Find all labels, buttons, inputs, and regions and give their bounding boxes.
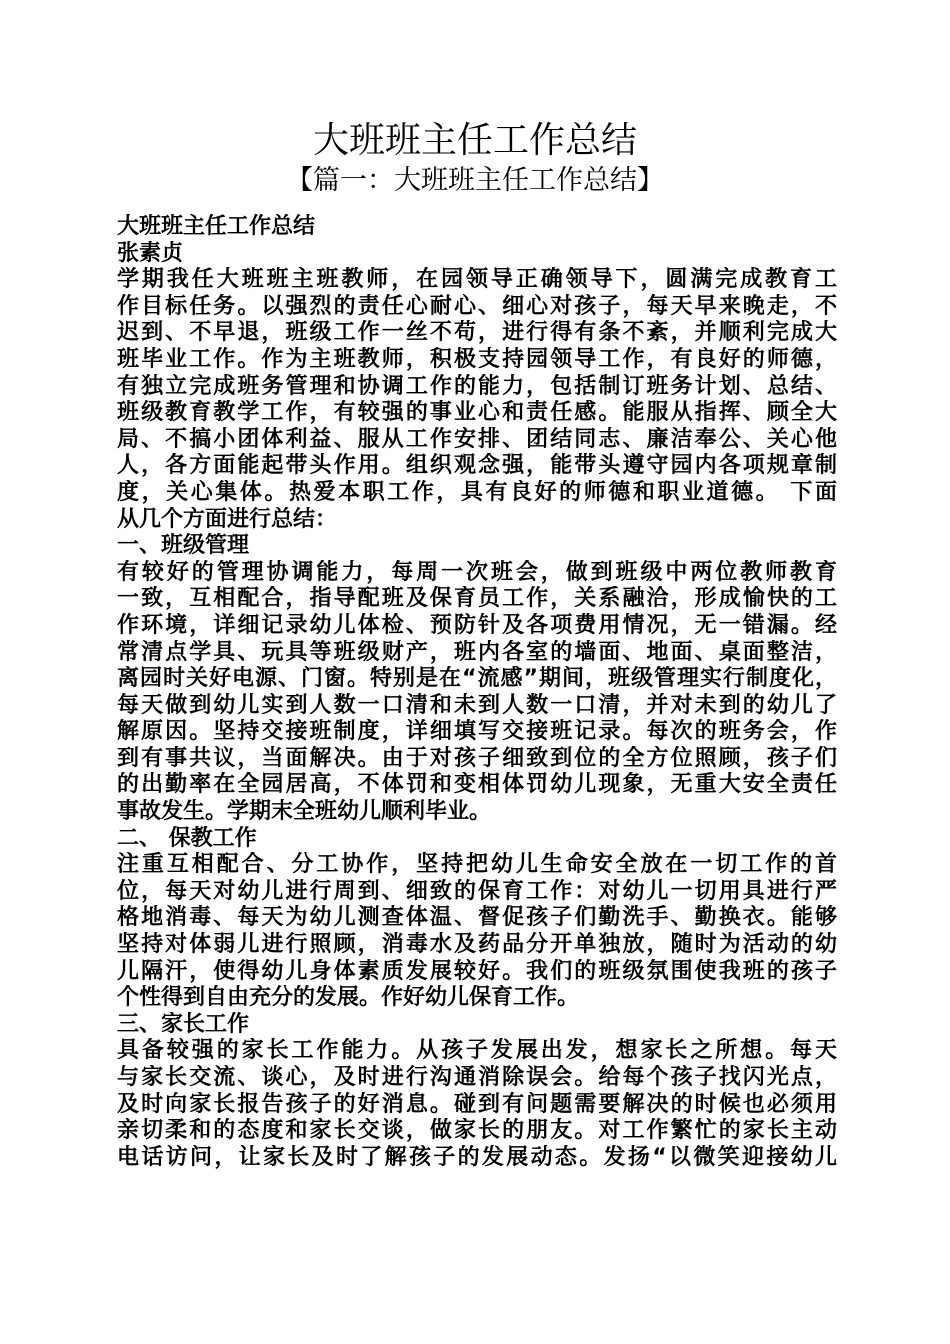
text-line: 二、 保教工作: [117, 825, 257, 851]
text-line: 作目标任务。以强烈的责任心耐心、细心对孩子，每天早来晚走，不: [117, 293, 837, 319]
title-block: [0, 118, 950, 198]
text-line: 及时向家长报告孩子的好消息。碰到有问题需要解决的时候也必须用: [117, 1091, 837, 1117]
text-line: 格地消毒、每天为幼儿测查体温、督促孩子们勤洗手、勤换衣。能够: [117, 905, 837, 931]
text-line: 注重互相配合、分工协作，坚持把幼儿生命安全放在一切工作的首: [117, 852, 837, 878]
text-line: 有较好的管理协调能力，每周一次班会，做到班级中两位教师教育: [117, 559, 837, 585]
text-line: 有独立完成班务管理和协调工作的能力，包括制订班务计划、总结、: [117, 373, 837, 399]
text-line: 与家长交流、谈心，及时进行沟通消除误会。给每个孩子找闪光点，: [117, 1065, 837, 1090]
text-line: 常清点学具、玩具等班级财产，班内各室的墙面、地面、桌面整洁，: [117, 639, 837, 665]
text-line: 个性得到自由充分的发展。作好幼儿保育工作。: [117, 985, 580, 1011]
text-line: 从几个方面进行总结：: [117, 506, 338, 532]
text-line: 解原因。坚持交接班制度，详细填写交接班记录。每次的班务会，作: [117, 719, 837, 745]
text-line: 人，各方面能起带头作用。组织观念强，能带头遵守园内各项规章制: [117, 453, 837, 479]
text-line: 作环境，详细记录幼儿体检、预防针及各项费用情况，无一错漏。经: [117, 612, 837, 638]
text-line: 的出勤率在全园居高，不体罚和变相体罚幼儿现象，无重大安全责任: [117, 772, 837, 798]
text-line: 三、家长工作: [117, 1011, 250, 1037]
text-line: 班级教育教学工作，有较强的事业心和责任感。能服从指挥、顾全大: [117, 400, 837, 426]
text-line: 事故发生。学期末全班幼儿顺利毕业。: [117, 799, 492, 825]
text-line: 局、不搞小团体利益、服从工作安排、团结同志、廉洁奉公、关心他: [117, 426, 837, 452]
text-line: 具备较强的家长工作能力。从孩子发展出发，想家长之所想。每天: [117, 1038, 837, 1064]
text-line: 儿隔汗，使得幼儿身体素质发展较好。我们的班级氛围使我班的孩子: [117, 958, 837, 984]
document-body: [117, 214, 837, 1171]
text-line: 每天做到幼儿实到人数一口清和未到人数一口清，并对未到的幼儿了: [117, 692, 837, 718]
text-line: 张素贞: [117, 240, 184, 266]
text-line: 位，每天对幼儿进行周到、细致的保育工作：对幼儿一切用具进行严: [117, 878, 837, 904]
text-line: 迟到、不早退，班级工作一丝不苟，进行得有条不紊，并顺利完成大: [117, 320, 837, 346]
document-title: 大班班主任工作总结: [312, 120, 637, 161]
text-line: 一、班级管理: [117, 533, 250, 559]
text-line: 坚持对体弱儿进行照顾，消毒水及药品分开单独放，随时为活动的幼: [117, 932, 837, 958]
document-subtitle: 【篇一：大班班主任工作总结】: [286, 165, 664, 196]
text-line: 班毕业工作。作为主班教师，积极支持园领导工作，有良好的师德，: [117, 346, 837, 372]
text-line: 一致，互相配合，指导配班及保育员工作，关系融洽，形成愉快的工: [117, 586, 837, 612]
text-line: 到有事共议，当面解决。由于对孩子细致到位的全方位照顾，孩子们: [117, 745, 837, 771]
text-line: 度，关心集体。热爱本职工作，具有良好的师德和职业道德。 下面: [117, 479, 837, 505]
text-line: 亲切柔和的态度和家长交谈，做家长的朋友。对工作繁忙的家长主动: [117, 1118, 837, 1144]
text-line: 离园时关好电源、门窗。特别是在“流感”期间，班级管理实行制度化，: [117, 666, 837, 692]
text-line: 大班班主任工作总结: [117, 214, 316, 239]
text-line: 电话访问，让家长及时了解孩子的发展动态。发扬“以微笑迎接幼儿: [117, 1144, 837, 1170]
text-line: 学期我任大班班主班教师，在园领导正确领导下，圆满完成教育工: [117, 267, 837, 293]
